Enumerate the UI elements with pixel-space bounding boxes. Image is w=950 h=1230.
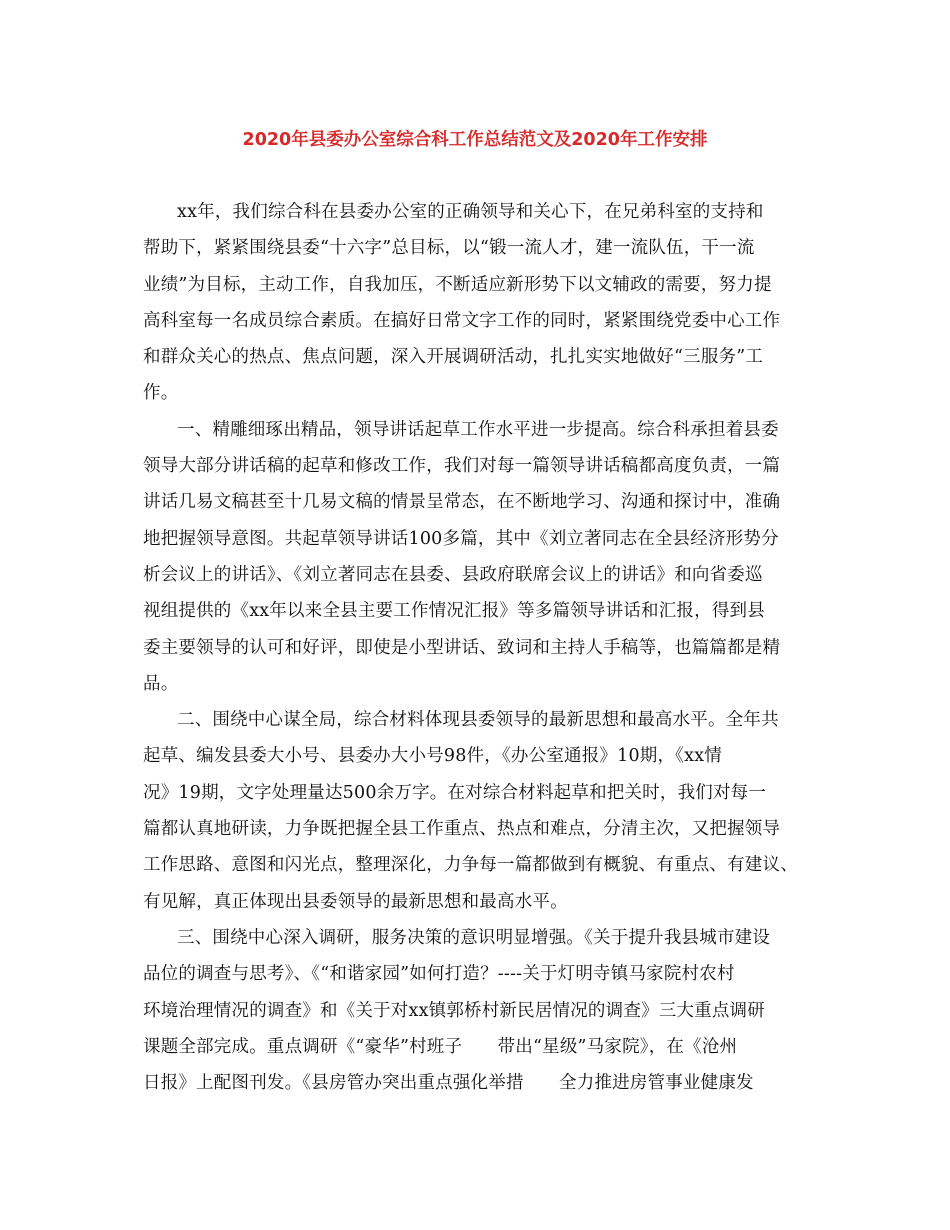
text-line: 课题全部完成。重点调研《“豪华”村班子 带出“星级”马家院》，在《沧州: [143, 1036, 738, 1057]
text-line: 篇都认真地研读，力争既把握全县工作重点、热点和难点，分清主次，又把握领导: [143, 819, 781, 840]
text-line: 品位的调查与思考》、《“和谐家园”如何打造？----关于灯明寺镇马家院村农村: [143, 964, 735, 985]
text-line: 品。: [143, 673, 179, 694]
text-line: 况》19期，文字处理量达500余万字。在对综合材料起草和把关时，我们对每一: [143, 782, 767, 803]
text-line: 委主要领导的认可和好评，即使是小型讲话、致词和主持人手稿等，也篇篇都是精: [143, 637, 781, 658]
text-line: 视组提供的《xx年以来全县主要工作情况汇报》等多篇领导讲话和汇报，得到县: [143, 601, 765, 622]
text-line: 和群众关心的热点、焦点问题，深入开展调研活动，扎扎实实地做好“三服务”工: [143, 347, 764, 368]
text-line: 地把握领导意图。共起草领导讲话100多篇，其中《刘立著同志在全县经济形势分: [143, 528, 779, 549]
text-line: 工作思路、意图和闪光点，整理深化，力争每一篇都做到有概貌、有重点、有建议、: [143, 855, 798, 876]
text-line: 作。: [143, 383, 179, 404]
text-line: 高科室每一名成员综合素质。在搞好日常文字工作的同时，紧紧围绕党委中心工作: [143, 310, 781, 331]
text-line: 讲话几易文稿甚至十几易文稿的情景呈常态，在不断地学习、沟通和探讨中，准确: [143, 492, 781, 513]
text-line: 日报》上配图刊发。《县房管办突出重点强化举措 全力推进房管事业健康发: [143, 1073, 754, 1094]
text-line: 有见解，真正体现出县委领导的最新思想和最高水平。: [143, 891, 568, 912]
text-line: 起草、编发县委大小号、县委办大小号98件，《办公室通报》10期，《xx情: [143, 746, 722, 767]
text-line: 析会议上的讲话》、《刘立著同志在县委、县政府联席会议上的讲话》和向省委巡: [143, 564, 763, 585]
text-line: 三、围绕中心深入调研，服务决策的意识明显增强。《关于提升我县城市建设: [177, 927, 771, 948]
text-line: 领导大部分讲话稿的起草和修改工作，我们对每一篇领导讲话稿都高度负责，一篇: [143, 456, 781, 477]
text-line: 帮助下，紧紧围绕县委“十六字”总目标，以“锻一流人才，建一流队伍，干一流: [143, 238, 755, 259]
text-line: 业绩”为目标，主动工作，自我加压，不断适应新形势下以文辅政的需要，努力提: [143, 274, 772, 295]
text-line: 二、围绕中心谋全局，综合材料体现县委领导的最新思想和最高水平。全年共: [177, 710, 779, 731]
text-line: 环境治理情况的调查》和《关于对xx镇郭桥村新民居情况的调查》三大重点调研: [143, 1000, 765, 1021]
text-line: 一、精雕细琢出精品，领导讲话起草工作水平进一步提高。综合科承担着县委: [177, 419, 779, 440]
document-title: 2020年县委办公室综合科工作总结范文及2020年工作安排: [242, 130, 708, 150]
document-body: [143, 194, 815, 1101]
text-line: xx年，我们综合科在县委办公室的正确领导和关心下，在兄弟科室的支持和: [177, 202, 764, 222]
